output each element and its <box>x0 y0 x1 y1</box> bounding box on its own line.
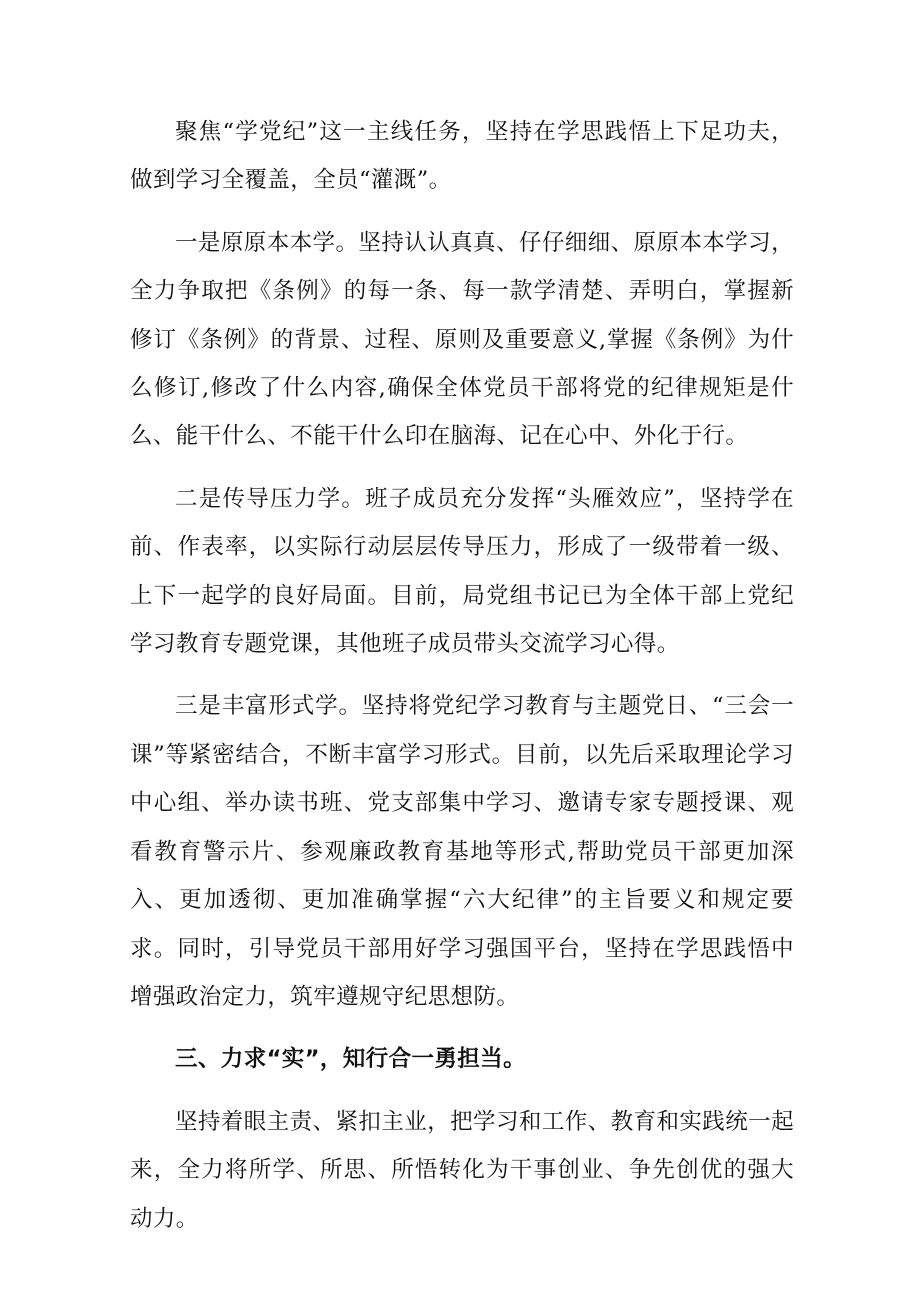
paragraph-rich-forms: 三是丰富形式学。坚持将党纪学习教育与主题党日、“三会一课”等紧密结合，不断丰富学习形式。目前，以先后采取理论学习中心组、举办读书班、党支部集中学习、邀请专家专题授课、观看教育警示片、参观廉政教育基地等形式,帮助党员干部更加深入、更加透彻、更加准确掌握“六大纪律”的主旨要义和规定要求。同时，引导党员干部用好学习强国平台，坚持在学思践悟中增强政治定力，筑牢遵规守纪思想防。 <box>130 693 794 1010</box>
paragraph-closing: 坚持着眼主责、紧扣主业，把学习和工作、教育和实践统一起来，全力将所学、所思、所悟转化为干事创业、争先创优的强大动力。 <box>130 1108 794 1232</box>
paragraph-study-original: 一是原原本本学。坚持认认真真、仔仔细细、原原本本学习，全力争取把《条例》的每一条、每一款学清楚、弄明白，掌握新修订《条例》的背景、过程、原则及重要意义,掌握《条例》为什么修订,修改了什么内容,确保全体党员干部将党的纪律规矩是什么、能干什么、不能干什么印在脑海、记在心中、外化于行。 <box>130 229 794 450</box>
document-page <box>130 108 794 1257</box>
paragraph-intro: 聚焦“学党纪”这一主线任务，坚持在学思践悟上下足功夫，做到学习全覆盖，全员“灌溉”。 <box>130 119 794 194</box>
paragraph-pressure-study: 二是传导压力学。班子成员充分发挥“头雁效应”，坚持学在前、作表率，以实际行动层层传导压力，形成了一级带着一级、上下一起学的良好局面。目前，局党组书记已为全体干部上党纪学习教育专题党课，其他班子成员带头交流学习心得。 <box>130 485 794 658</box>
section-heading-3: 三、力求“实”，知行合一勇担当。 <box>175 1046 526 1073</box>
